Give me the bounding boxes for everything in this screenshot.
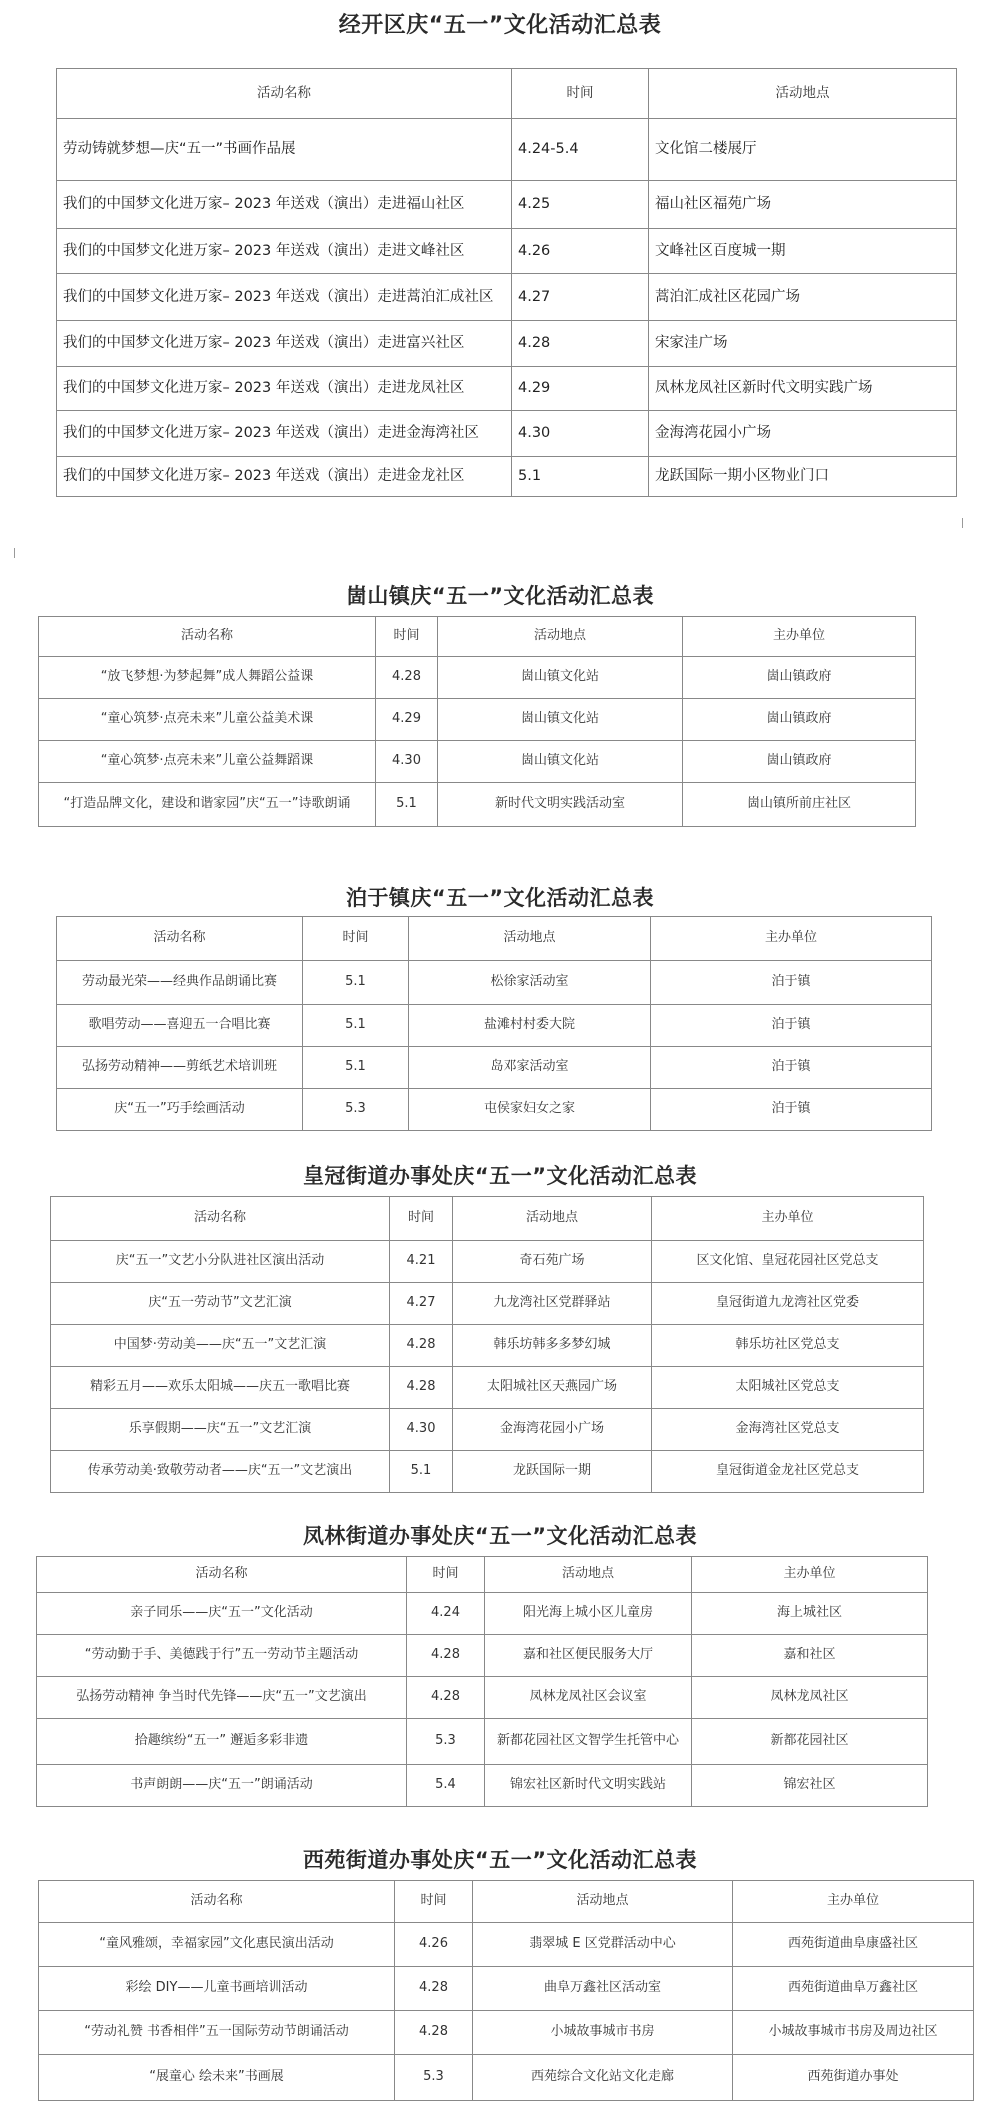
cell-location: 龙跃国际一期小区物业门口 <box>649 457 957 497</box>
cell-organizer: 崮山镇政府 <box>683 741 916 783</box>
cell-location: 文峰社区百度城一期 <box>649 229 957 274</box>
activity-table <box>36 1556 928 1807</box>
cell-time: 4.21 <box>390 1241 453 1283</box>
section-title: 经开区庆“五一”文化活动汇总表 <box>338 13 662 38</box>
header-name: 活动名称 <box>57 917 303 961</box>
activity-table <box>38 1880 974 2101</box>
cell-time: 5.1 <box>512 457 649 497</box>
table-row <box>37 1593 928 1635</box>
cell-organizer: 小城故事城市书房及周边社区 <box>733 2011 974 2055</box>
cell-time: 4.28 <box>407 1635 485 1677</box>
cell-location: 蒿泊汇成社区花园广场 <box>649 274 957 321</box>
cell-time: 4.28 <box>395 1967 473 2011</box>
cell-name: 庆“五一”文艺小分队进社区演出活动 <box>51 1241 390 1283</box>
cell-time: 4.30 <box>390 1409 453 1451</box>
table-header-row <box>57 917 932 961</box>
cell-organizer: 太阳城社区党总支 <box>652 1367 924 1409</box>
cell-organizer: 西苑街道曲阜康盛社区 <box>733 1923 974 1967</box>
cell-time: 4.28 <box>376 657 438 699</box>
cell-location: 崮山镇文化站 <box>438 657 683 699</box>
cell-location: 西苑综合文化站文化走廊 <box>473 2055 733 2101</box>
header-location: 活动地点 <box>649 69 957 119</box>
cell-time: 4.24 <box>407 1593 485 1635</box>
table-row <box>39 657 916 699</box>
section-xiyuan <box>0 1830 1000 2128</box>
header-time: 时间 <box>376 617 438 657</box>
header-organizer: 主办单位 <box>651 917 932 961</box>
header-organizer: 主办单位 <box>692 1557 928 1593</box>
cell-location: 凤林龙凤社区会议室 <box>485 1677 692 1719</box>
cell-location: 盐滩村村委大院 <box>409 1005 651 1047</box>
cell-time: 4.27 <box>512 274 649 321</box>
cell-location: 屯侯家妇女之家 <box>409 1089 651 1131</box>
cell-location: 金海湾花园小广场 <box>649 411 957 457</box>
cell-location: 崮山镇文化站 <box>438 699 683 741</box>
cell-name: 我们的中国梦文化进万家– 2023 年送戏（演出）走进富兴社区 <box>57 321 512 367</box>
cell-location: 九龙湾社区党群驿站 <box>453 1283 652 1325</box>
header-name: 活动名称 <box>39 617 376 657</box>
cell-name: 精彩五月——欢乐太阳城——庆五一歌唱比赛 <box>51 1367 390 1409</box>
table-row <box>57 119 957 181</box>
cell-organizer: 泊于镇 <box>651 961 932 1005</box>
header-location: 活动地点 <box>453 1197 652 1241</box>
cell-organizer: 崮山镇政府 <box>683 699 916 741</box>
cell-time: 4.27 <box>390 1283 453 1325</box>
table-row <box>51 1367 924 1409</box>
cell-organizer: 皇冠街道金龙社区党总支 <box>652 1451 924 1493</box>
table-row <box>37 1677 928 1719</box>
section-title: 凤林街道办事处庆“五一”文化活动汇总表 <box>302 1524 698 1548</box>
table-row <box>51 1451 924 1493</box>
cell-name: 亲子同乐——庆“五一”文化活动 <box>37 1593 407 1635</box>
table-row <box>57 457 957 497</box>
cell-name: 拾趣缤纷“五一” 邂逅多彩非遗 <box>37 1719 407 1765</box>
cell-location: 松徐家活动室 <box>409 961 651 1005</box>
header-time: 时间 <box>390 1197 453 1241</box>
cell-time: 4.28 <box>390 1367 453 1409</box>
cell-name: 书声朗朗——庆“五一”朗诵活动 <box>37 1765 407 1807</box>
cell-name: “童心筑梦·点亮未来”儿童公益舞蹈课 <box>39 741 376 783</box>
table-row <box>57 229 957 274</box>
table-header-row <box>39 617 916 657</box>
cell-location: 福山社区福苑广场 <box>649 181 957 229</box>
cell-location: 崮山镇文化站 <box>438 741 683 783</box>
page-corner-mark <box>14 548 15 558</box>
header-time: 时间 <box>407 1557 485 1593</box>
cell-name: 中国梦·劳动美——庆“五一”文艺汇演 <box>51 1325 390 1367</box>
cell-time: 5.3 <box>395 2055 473 2101</box>
table-row <box>51 1409 924 1451</box>
cell-organizer: 皇冠街道九龙湾社区党委 <box>652 1283 924 1325</box>
table-header-row <box>39 1881 974 1923</box>
cell-time: 5.4 <box>407 1765 485 1807</box>
table-row <box>39 2055 974 2101</box>
cell-location: 岛邓家活动室 <box>409 1047 651 1089</box>
section-gushan <box>0 560 1000 830</box>
table-row <box>37 1719 928 1765</box>
table-row <box>57 181 957 229</box>
table-row <box>57 367 957 411</box>
cell-location: 韩乐坊韩多多梦幻城 <box>453 1325 652 1367</box>
cell-name: 我们的中国梦文化进万家– 2023 年送戏（演出）走进文峰社区 <box>57 229 512 274</box>
cell-time: 4.28 <box>390 1325 453 1367</box>
cell-organizer: 凤林龙凤社区 <box>692 1677 928 1719</box>
table-row <box>57 961 932 1005</box>
cell-organizer: 泊于镇 <box>651 1089 932 1131</box>
cell-name: 传承劳动美·致敬劳动者——庆“五一”文艺演出 <box>51 1451 390 1493</box>
header-organizer: 主办单位 <box>652 1197 924 1241</box>
cell-time: 4.28 <box>407 1677 485 1719</box>
table-row <box>57 411 957 457</box>
cell-location: 文化馆二楼展厅 <box>649 119 957 181</box>
table-row <box>37 1765 928 1807</box>
cell-location: 阳光海上城小区儿童房 <box>485 1593 692 1635</box>
cell-time: 4.25 <box>512 181 649 229</box>
cell-location: 宋家洼广场 <box>649 321 957 367</box>
cell-organizer: 区文化馆、皇冠花园社区党总支 <box>652 1241 924 1283</box>
cell-organizer: 泊于镇 <box>651 1005 932 1047</box>
cell-name: 劳动最光荣——经典作品朗诵比赛 <box>57 961 303 1005</box>
header-location: 活动地点 <box>473 1881 733 1923</box>
cell-time: 5.1 <box>303 1005 409 1047</box>
cell-name: 劳动铸就梦想—庆“五一”书画作品展 <box>57 119 512 181</box>
table-row <box>39 1923 974 1967</box>
cell-location: 翡翠城 E 区党群活动中心 <box>473 1923 733 1967</box>
cell-location: 曲阜万鑫社区活动室 <box>473 1967 733 2011</box>
cell-name: “劳动礼赞 书香相伴”五一国际劳动节朗诵活动 <box>39 2011 395 2055</box>
cell-name: 我们的中国梦文化进万家– 2023 年送戏（演出）走进金龙社区 <box>57 457 512 497</box>
header-organizer: 主办单位 <box>733 1881 974 1923</box>
cell-organizer: 西苑街道曲阜万鑫社区 <box>733 1967 974 2011</box>
cell-location: 太阳城社区天燕园广场 <box>453 1367 652 1409</box>
cell-name: “展童心 绘未来”书画展 <box>39 2055 395 2101</box>
table-header-row <box>51 1197 924 1241</box>
activity-table <box>50 1196 924 1493</box>
cell-name: “打造品牌文化，建设和谐家园”庆“五一”诗歌朗诵 <box>39 783 376 827</box>
cell-location: 金海湾花园小广场 <box>453 1409 652 1451</box>
cell-organizer: 韩乐坊社区党总支 <box>652 1325 924 1367</box>
section-boyu <box>0 870 1000 1140</box>
cell-name: “童风雅颂，幸福家园”文化惠民演出活动 <box>39 1923 395 1967</box>
cell-name: 我们的中国梦文化进万家– 2023 年送戏（演出）走进金海湾社区 <box>57 411 512 457</box>
section-huangguan <box>0 1150 1000 1510</box>
header-name: 活动名称 <box>37 1557 407 1593</box>
cell-organizer: 崮山镇政府 <box>683 657 916 699</box>
table-row <box>39 1967 974 2011</box>
cell-name: 乐享假期——庆“五一”文艺汇演 <box>51 1409 390 1451</box>
header-location: 活动地点 <box>409 917 651 961</box>
cell-organizer: 新都花园社区 <box>692 1719 928 1765</box>
table-row <box>39 741 916 783</box>
cell-name: 庆“五一”巧手绘画活动 <box>57 1089 303 1131</box>
cell-time: 5.1 <box>376 783 438 827</box>
cell-location: 小城故事城市书房 <box>473 2011 733 2055</box>
cell-organizer: 西苑街道办事处 <box>733 2055 974 2101</box>
section-fenglin <box>0 1510 1000 1820</box>
cell-organizer: 金海湾社区党总支 <box>652 1409 924 1451</box>
table-header-row <box>37 1557 928 1593</box>
cell-time: 5.1 <box>303 961 409 1005</box>
cell-time: 5.3 <box>303 1089 409 1131</box>
section-title: 西苑街道办事处庆“五一”文化活动汇总表 <box>302 1848 698 1872</box>
header-name: 活动名称 <box>57 69 512 119</box>
table-row <box>51 1325 924 1367</box>
table-header-row <box>57 69 957 119</box>
cell-location: 锦宏社区新时代文明实践站 <box>485 1765 692 1807</box>
cell-name: “童心筑梦·点亮未来”儿童公益美术课 <box>39 699 376 741</box>
table-row <box>57 274 957 321</box>
header-name: 活动名称 <box>51 1197 390 1241</box>
cell-time: 4.28 <box>395 2011 473 2055</box>
cell-organizer: 海上城社区 <box>692 1593 928 1635</box>
activity-table <box>56 916 932 1131</box>
cell-name: 弘扬劳动精神——剪纸艺术培训班 <box>57 1047 303 1089</box>
header-time: 时间 <box>395 1881 473 1923</box>
page-corner-mark <box>962 518 963 528</box>
cell-location: 新时代文明实践活动室 <box>438 783 683 827</box>
table-row <box>57 321 957 367</box>
table-row <box>57 1005 932 1047</box>
table-row <box>57 1047 932 1089</box>
cell-location: 嘉和社区便民服务大厅 <box>485 1635 692 1677</box>
cell-time: 4.28 <box>512 321 649 367</box>
activity-table <box>38 616 916 827</box>
cell-name: 彩绘 DIY——儿童书画培训活动 <box>39 1967 395 2011</box>
header-organizer: 主办单位 <box>683 617 916 657</box>
cell-time: 4.30 <box>376 741 438 783</box>
section-title: 皇冠街道办事处庆“五一”文化活动汇总表 <box>302 1164 698 1188</box>
cell-time: 5.3 <box>407 1719 485 1765</box>
cell-time: 4.26 <box>512 229 649 274</box>
cell-name: 庆“五一劳动节”文艺汇演 <box>51 1283 390 1325</box>
section-title: 泊于镇庆“五一”文化活动汇总表 <box>345 886 655 910</box>
cell-organizer: 嘉和社区 <box>692 1635 928 1677</box>
table-row <box>51 1283 924 1325</box>
cell-name: 我们的中国梦文化进万家– 2023 年送戏（演出）走进龙凤社区 <box>57 367 512 411</box>
cell-time: 4.26 <box>395 1923 473 1967</box>
table-row <box>37 1635 928 1677</box>
section-jingkai <box>0 0 1000 560</box>
header-location: 活动地点 <box>438 617 683 657</box>
cell-time: 5.1 <box>390 1451 453 1493</box>
table-row <box>57 1089 932 1131</box>
cell-name: 我们的中国梦文化进万家– 2023 年送戏（演出）走进蒿泊汇成社区 <box>57 274 512 321</box>
header-location: 活动地点 <box>485 1557 692 1593</box>
cell-time: 4.29 <box>376 699 438 741</box>
cell-organizer: 崮山镇所前庄社区 <box>683 783 916 827</box>
cell-organizer: 泊于镇 <box>651 1047 932 1089</box>
cell-time: 5.1 <box>303 1047 409 1089</box>
activity-table <box>56 68 957 497</box>
table-row <box>39 699 916 741</box>
table-row <box>39 783 916 827</box>
table-row <box>51 1241 924 1283</box>
header-time: 时间 <box>512 69 649 119</box>
cell-name: 歌唱劳动——喜迎五一合唱比赛 <box>57 1005 303 1047</box>
cell-time: 4.30 <box>512 411 649 457</box>
cell-time: 4.29 <box>512 367 649 411</box>
header-time: 时间 <box>303 917 409 961</box>
header-name: 活动名称 <box>39 1881 395 1923</box>
section-title: 崮山镇庆“五一”文化活动汇总表 <box>345 584 655 608</box>
cell-time: 4.24-5.4 <box>512 119 649 181</box>
cell-location: 龙跃国际一期 <box>453 1451 652 1493</box>
cell-name: 弘扬劳动精神 争当时代先锋——庆“五一”文艺演出 <box>37 1677 407 1719</box>
cell-name: 我们的中国梦文化进万家– 2023 年送戏（演出）走进福山社区 <box>57 181 512 229</box>
cell-location: 奇石苑广场 <box>453 1241 652 1283</box>
cell-location: 凤林龙凤社区新时代文明实践广场 <box>649 367 957 411</box>
cell-name: “劳动勤于手、美德践于行”五一劳动节主题活动 <box>37 1635 407 1677</box>
cell-organizer: 锦宏社区 <box>692 1765 928 1807</box>
cell-location: 新都花园社区文智学生托管中心 <box>485 1719 692 1765</box>
cell-name: “放飞梦想·为梦起舞”成人舞蹈公益课 <box>39 657 376 699</box>
table-row <box>39 2011 974 2055</box>
